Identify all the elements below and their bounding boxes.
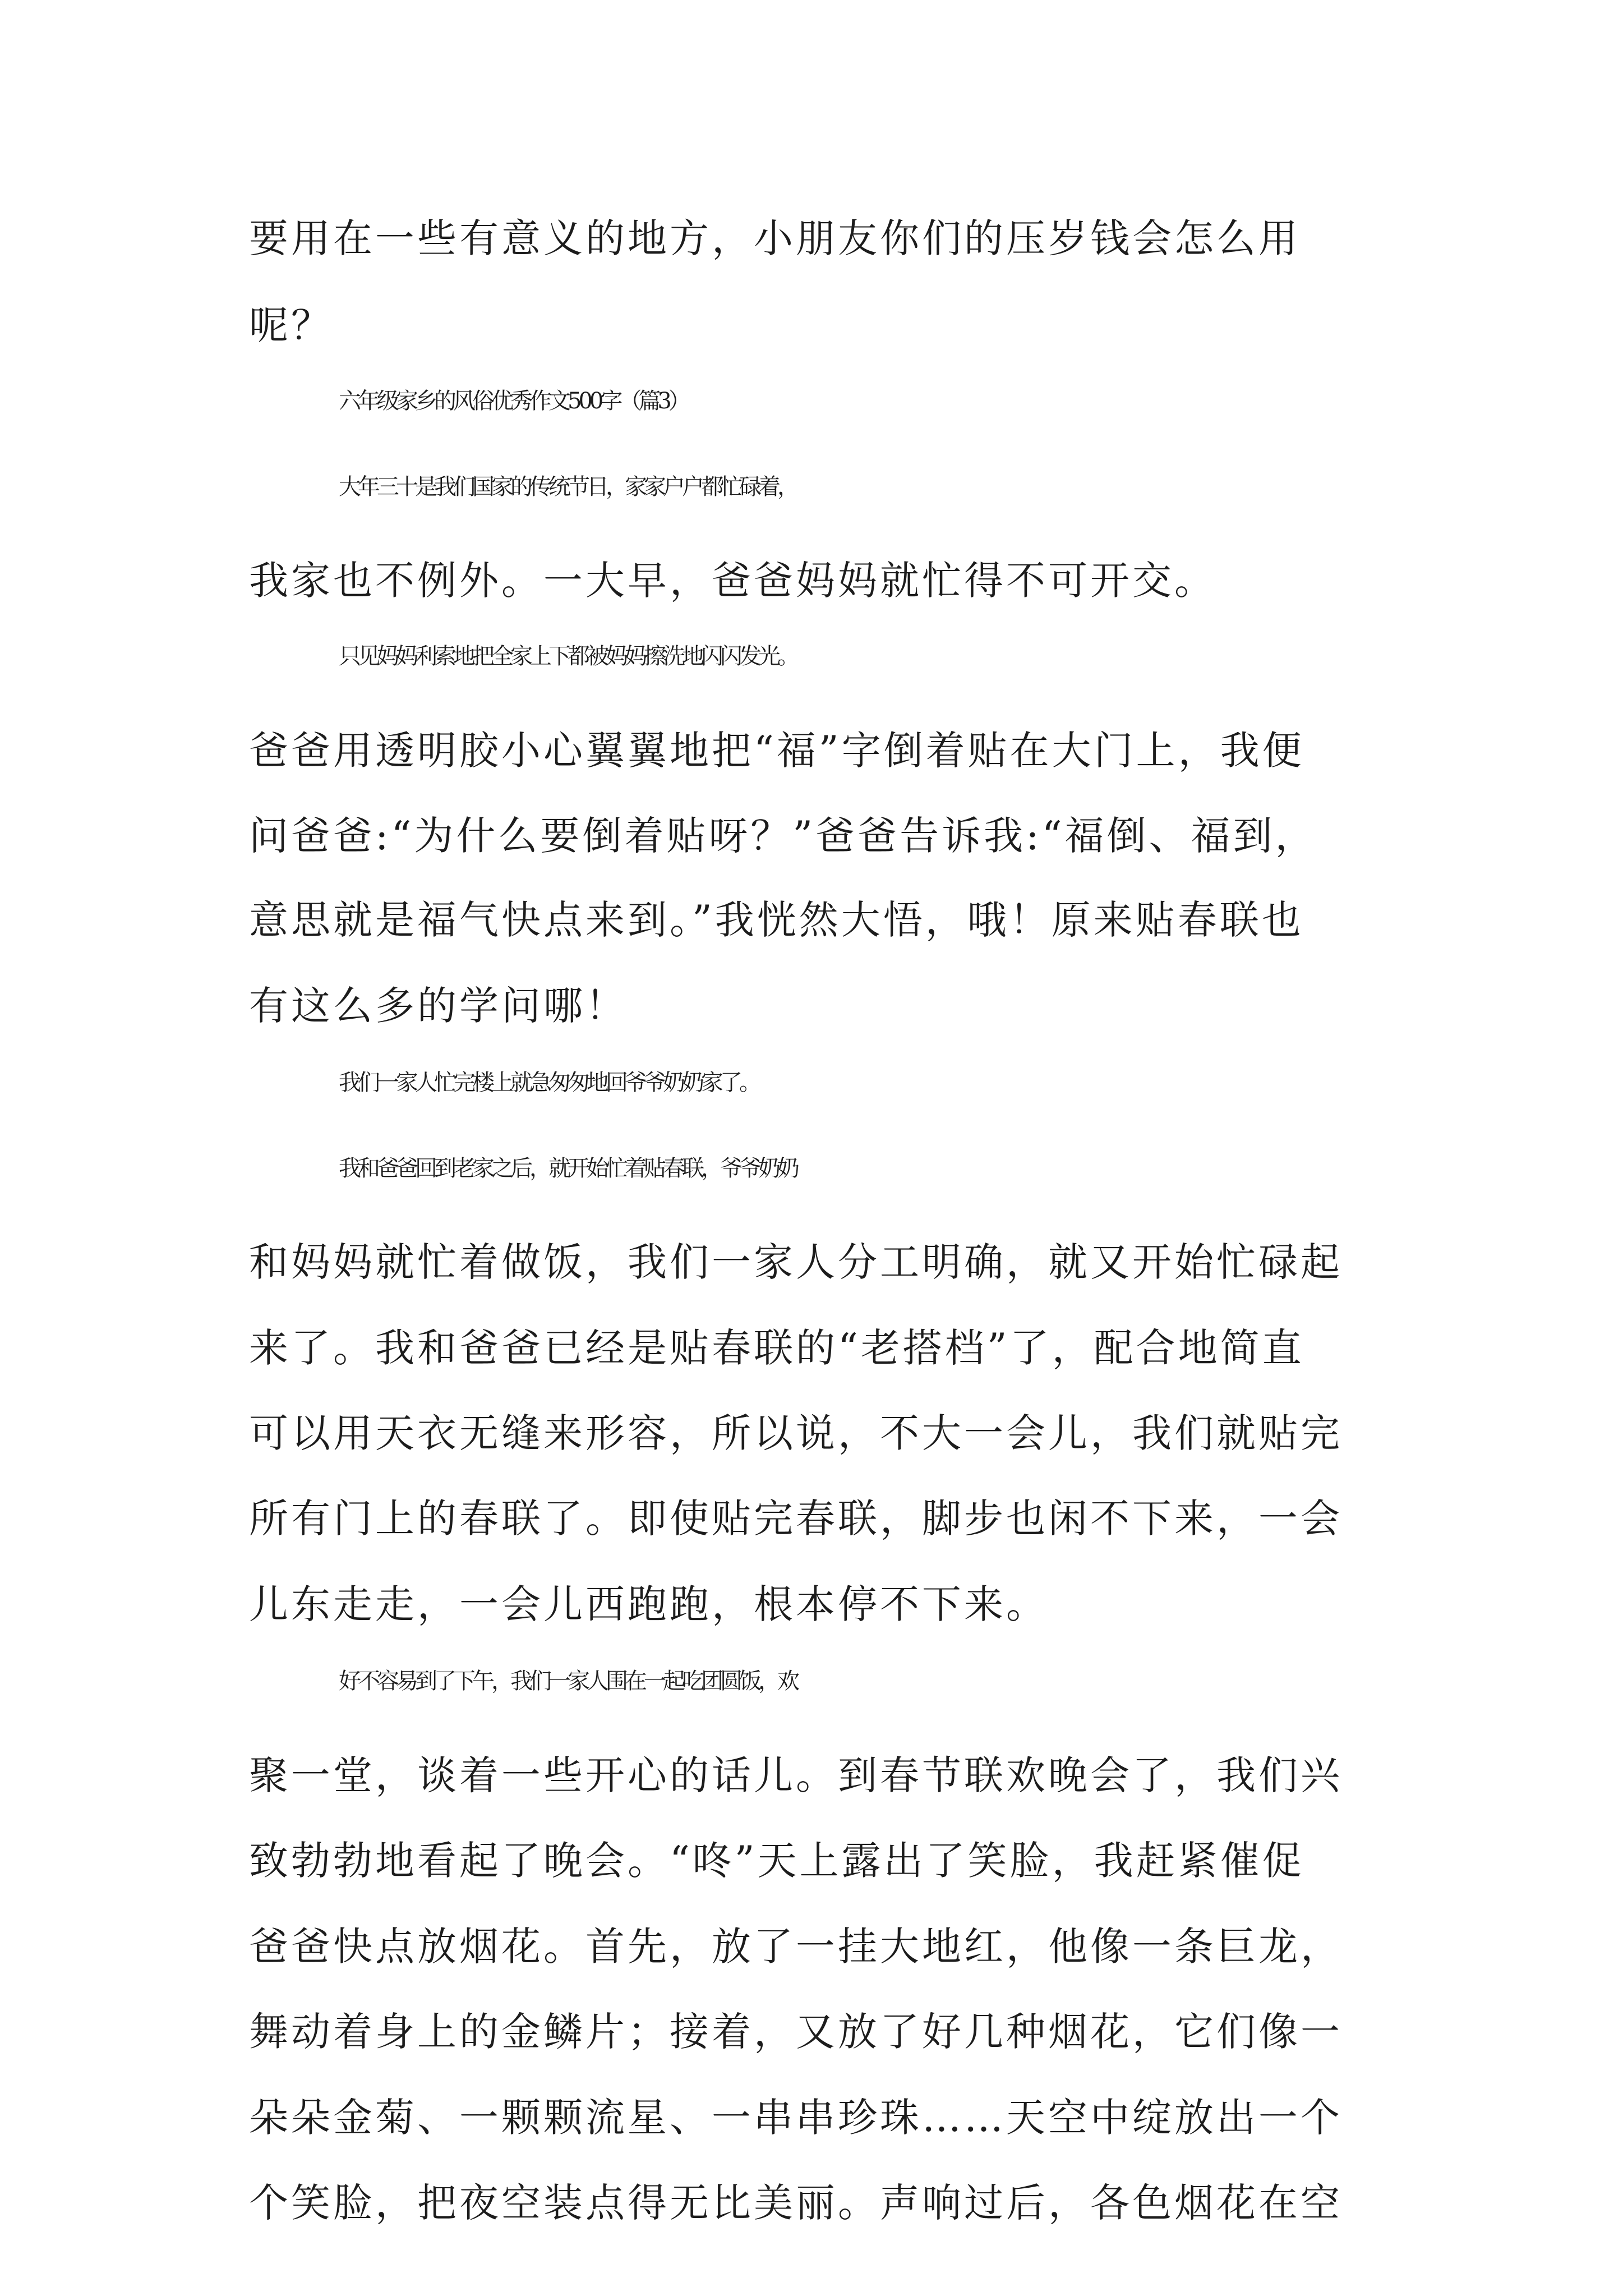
text-line: 舞动着身上的金鳞片；接着，又放了好几种烟花，它们像一 (249, 2009, 1343, 2055)
text-line: 问爸爸:“为什么要倒着贴呀？”爸爸告诉我:“福倒、福到， (249, 813, 1317, 859)
text-line: 来了。我和爸爸已经是贴春联的“老搭档”了，配合地简直 (249, 1325, 1304, 1371)
text-line: 呢？ (249, 302, 333, 348)
text-line: 儿东走走，一会儿西跑跑，根本停不下来。 (249, 1581, 1048, 1627)
text-line: 我和爸爸回到老家之后，就开始忙着贴春联，爷爷奶奶 (339, 1156, 796, 1181)
text-line: 爸爸用透明胶小心翼翼地把“福”字倒着贴在大门上，我便 (249, 728, 1304, 774)
text-line: 致勃勃地看起了晚会。“咚”天上露出了笑脸，我赶紧催促 (249, 1838, 1304, 1884)
text-line: 我家也不例外。一大早，爸爸妈妈就忙得不可开交。 (249, 558, 1216, 604)
text-line: 只见妈妈利索地把全家上下都被妈妈擦洗地闪闪发光。 (339, 643, 796, 669)
text-line: 要用在一些有意义的地方，小朋友你们的压岁钱会怎么用 (249, 215, 1301, 261)
text-line: 爸爸快点放烟花。首先，放了一挂大地红，他像一条巨龙， (249, 1924, 1343, 1970)
text-line: 个笑脸，把夜空装点得无比美丽。声响过后，各色烟花在空 (249, 2180, 1343, 2226)
text-line: 意思就是福气快点来到。”我恍然大悟，哦！原来贴春联也 (249, 897, 1304, 943)
text-line: 朵朵金菊、一颗颗流星、一串串珍珠……天空中绽放出一个 (249, 2095, 1343, 2141)
text-line: 我们一家人忙完楼上就急匆匆地回爷爷奶奶家了。 (339, 1070, 758, 1096)
text-line: 有这么多的学问哪！ (249, 983, 628, 1029)
text-line: 所有门上的春联了。即使贴完春联，脚步也闲不下来，一会 (249, 1496, 1343, 1542)
text-line: 可以用天衣无缝来形容，所以说，不大一会儿，我们就贴完 (249, 1410, 1343, 1456)
text-line: 聚一堂，谈着一些开心的话儿。到春节联欢晚会了，我们兴 (249, 1752, 1343, 1798)
text-line: 好不容易到了下午，我们一家人围在一起吃团圆饭，欢 (339, 1668, 796, 1694)
text-line: 和妈妈就忙着做饭，我们一家人分工明确，就又开始忙碌起 (249, 1239, 1343, 1285)
section-heading: 六年级家乡的风俗优秀作文500字（篇3） (339, 388, 688, 414)
text-line: 大年三十是我们国家的传统节日，家家户户都忙碌着， (339, 474, 796, 500)
